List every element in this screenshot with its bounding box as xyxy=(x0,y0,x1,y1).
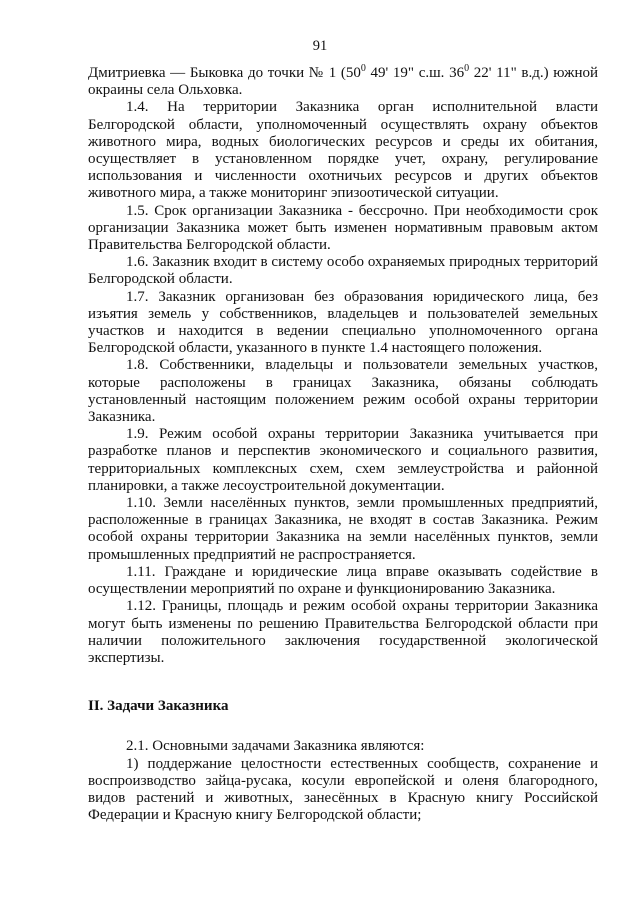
intro-text-2: 49' 19" с.ш. 36 xyxy=(365,65,465,81)
paragraph-1-4: 1.4. На территории Заказника орган исполнительной власти Белгородской области, уполномоченный осуществлять охрану объектов животного мира, водных биологических ресурсов и среды их обитания, осуществляет в установленном порядке учет, охрану, регулирование использования и численности охотничьих ресурсов и других объектов животного мира, а также мониторинг эпизоотической ситуации. xyxy=(88,99,598,202)
degree-mark: 0 xyxy=(360,63,366,74)
paragraph-2-1: 2.1. Основными задачами Заказника являются: xyxy=(126,738,425,755)
intro-text-3: 22' 11" в.д.) южной окраины села Ольховка. xyxy=(88,65,598,99)
paragraph-1-11: 1.11. Граждане и юридические лица вправе оказывать содействие в осуществлении мероприятий по охране и функционированию Заказника. xyxy=(88,563,598,598)
paragraph-1-10: 1.10. Земли населённых пунктов, земли промышленных предприятий, расположенные в границах Заказника, не входят в состав Заказника. Режим особой охраны территории Заказника на земли населённых пунктов, земли промышленных предприятий не распространяется. xyxy=(88,495,598,563)
paragraph-2-1-item-1: 1) поддержание целостности естественных сообществ, сохранение и воспроизводство зайца-русака, косули европейской и оленя благородного, видов растений и животных, занесённых в Красную книгу Российской Федерации и Красную книгу Белгородской области; xyxy=(88,755,598,824)
paragraph-1-5: 1.5. Срок организации Заказника - бессрочно. При необходимости срок организации Заказника может быть изменен нормативным правовым актом Правительства Белгородской области. xyxy=(88,202,598,254)
paragraph-1-6: 1.6. Заказник входит в систему особо охраняемых природных территорий Белгородской области. xyxy=(88,254,598,288)
paragraph-1-9: 1.9. Режим особой охраны территории Заказника учитывается при разработке планов и перспектив экономического и социального развития, территориальных комплексных схем, схем землеустройства и районной планировки, а также лесоустроительной документации. xyxy=(88,426,598,494)
intro-text-1: Дмитриевка — Быковка до точки № 1 (50 xyxy=(88,65,361,81)
paragraph-1-12: 1.12. Границы, площадь и режим особой охраны территории Заказника могут быть изменены по решению Правительства Белгородской области при наличии положительного заключения государственной экологической экспертизы. xyxy=(88,598,598,666)
paragraph-1-8: 1.8. Собственники, владельцы и пользователи земельных участков, которые расположены в границах Заказника, обязаны соблюдать установленный настоящим положением режим особой охраны территории Заказника. xyxy=(88,357,598,426)
intro-paragraph xyxy=(88,65,598,99)
paragraph-1-7: 1.7. Заказник организован без образования юридического лица, без изъятия земель у собственников, владельцев и пользователей земельных участков и находится в ведении специально уполномоченного органа Белгородской области, указанного в пункте 1.4 настоящего положения. xyxy=(88,288,598,357)
degree-mark: 0 xyxy=(464,63,470,74)
section-heading: II. Задачи Заказника xyxy=(88,698,229,715)
document-body xyxy=(88,65,598,824)
page-number: 91 xyxy=(312,38,328,54)
